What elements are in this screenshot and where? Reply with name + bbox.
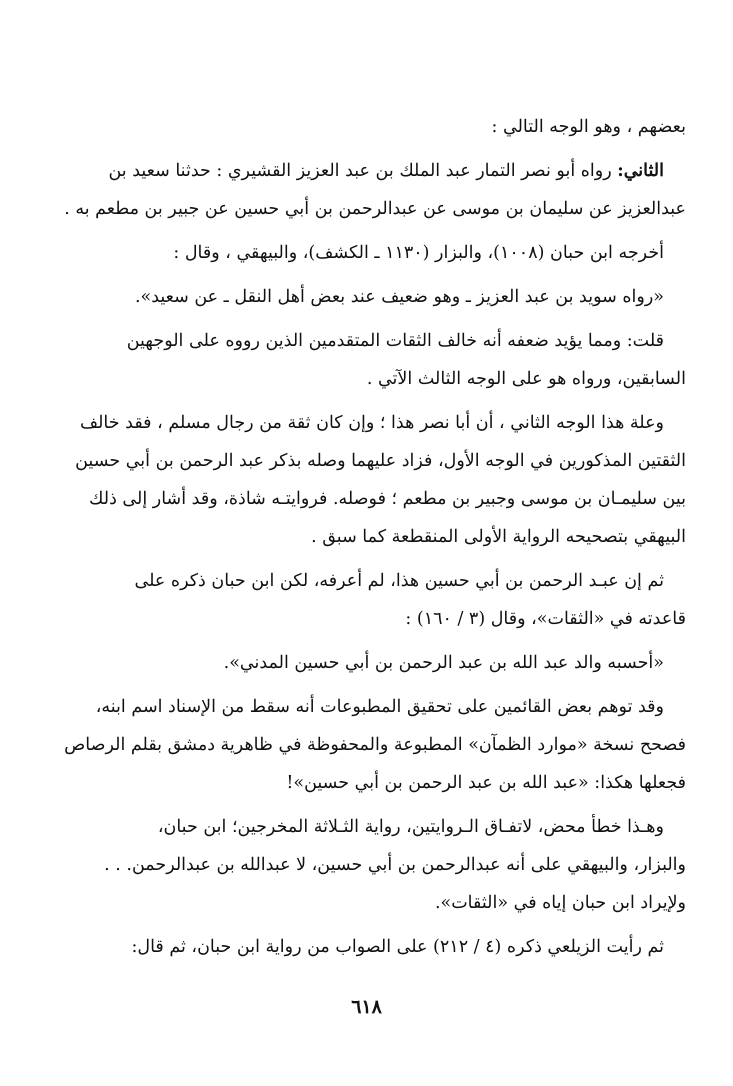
text-line: وعلة هذا الوجه الثاني ، أن أبا نصر هذا ؛ وإن كان ثقة من رجال مسلم ، فقد خالف — [79, 413, 664, 433]
paragraph-zaylai — [50, 928, 686, 966]
paragraph-qultu-cont — [50, 360, 686, 398]
paragraph-khata-cont — [50, 846, 686, 922]
paragraph-tawahhum-cont — [50, 726, 686, 802]
paragraph-second-narration-cont — [50, 190, 686, 228]
text-line: عبدالعزيز عن سليمان بن موسى عن عبدالرحمن بن أبي حسين عن جبير بن مطعم به . — [64, 199, 686, 219]
text-line: الثاني: رواه أبو نصر التمار عبد الملك بن عبد العزيز القشيري : حدثنا سعيد بن — [108, 161, 664, 181]
paragraph-illah — [50, 404, 686, 442]
text-line: «أحسبه والد عبد الله بن عبد الرحمن بن أبي حسين المدني». — [223, 653, 664, 673]
page-body — [50, 108, 686, 966]
text-line: وهـذا خطأ محض، لاتفـاق الـروايتين، رواية الثـلاثة المخرجين؛ ابن حبان، — [157, 817, 664, 837]
text-line: السابقين، ورواه هو على الوجه الثالث الآتي . — [366, 369, 686, 389]
paragraph-ibn-abi-husayn — [50, 562, 686, 600]
text-line: قلت: ومما يؤيد ضعفه أنه خالف الثقات المتقدمين الذين رووه على الوجهين — [126, 331, 664, 351]
text-line: بعضهم ، وهو الوجه التالي : — [491, 117, 686, 137]
second-label: الثاني: — [617, 161, 664, 181]
text-line: البيهقي بتصحيحه الرواية الأولى المنقطعة كما سبق . — [311, 527, 686, 547]
text-line: فجعلها هكذا: «عبد الله بن عبد الرحمن بن أبي حسين»! — [286, 773, 686, 793]
text-line: قاعدته في «الثقات»، وقال (٣ / ١٦٠) : — [405, 609, 686, 629]
paragraph-second-narration — [50, 152, 686, 190]
text-line: والبزار، والبيهقي على أنه عبدالرحمن بن أبي حسين، لا عبدالله بن عبدالرحمن. . . — [104, 855, 686, 875]
paragraph-quote-bayhaqi — [50, 278, 686, 316]
paragraph-ibn-abi-husayn-cont — [50, 600, 686, 638]
text-line: «رواه سويد بن عبد العزيز ـ وهو ضعيف عند بعض أهل النقل ـ عن سعيد». — [134, 287, 664, 307]
paragraph-qultu — [50, 322, 686, 360]
text-line: ثم رأيت الزيلعي ذكره (٤ / ٢١٢) على الصواب من رواية ابن حبان، ثم قال: — [131, 937, 664, 957]
text-line: ثم إن عبـد الرحمن بن أبي حسين هذا، لم أعرفه، لكن ابن حبان ذكره على — [134, 571, 664, 591]
text-line: الثقتين المذكورين في الوجه الأول، فزاد عليهما وصله بذكر عبد الرحمن بن أبي حسين — [75, 451, 686, 471]
text-line: ولإيراد ابن حبان إياه في «الثقات». — [434, 893, 686, 913]
text-line: فصحح نسخة «موارد الظمآن» المطبوعة والمحفوظة في ظاهرية دمشق بقلم الرصاص — [64, 735, 686, 755]
page-number: ٦١٨ — [351, 996, 382, 1018]
paragraph-tawahhum — [50, 688, 686, 726]
paragraph-quote-thiqat — [50, 644, 686, 682]
text-line: بين سليمـان بن موسى وجبير بن مطعم ؛ فوصله. فروايتـه شاذة، وقد أشار إلى ذلك — [89, 489, 686, 509]
text-line: وقد توهم بعض القائمين على تحقيق المطبوعات أنه سقط من الإسناد اسم ابنه، — [95, 697, 664, 717]
paragraph-khata — [50, 808, 686, 846]
paragraph-takhrij — [50, 234, 686, 272]
paragraph-illah-cont — [50, 442, 686, 556]
paragraph-intro — [50, 108, 686, 146]
text-line: أخرجه ابن حبان (١٠٠٨)، والبزار (١١٣٠ ـ الكشف)، والبيهقي ، وقال : — [173, 243, 664, 263]
